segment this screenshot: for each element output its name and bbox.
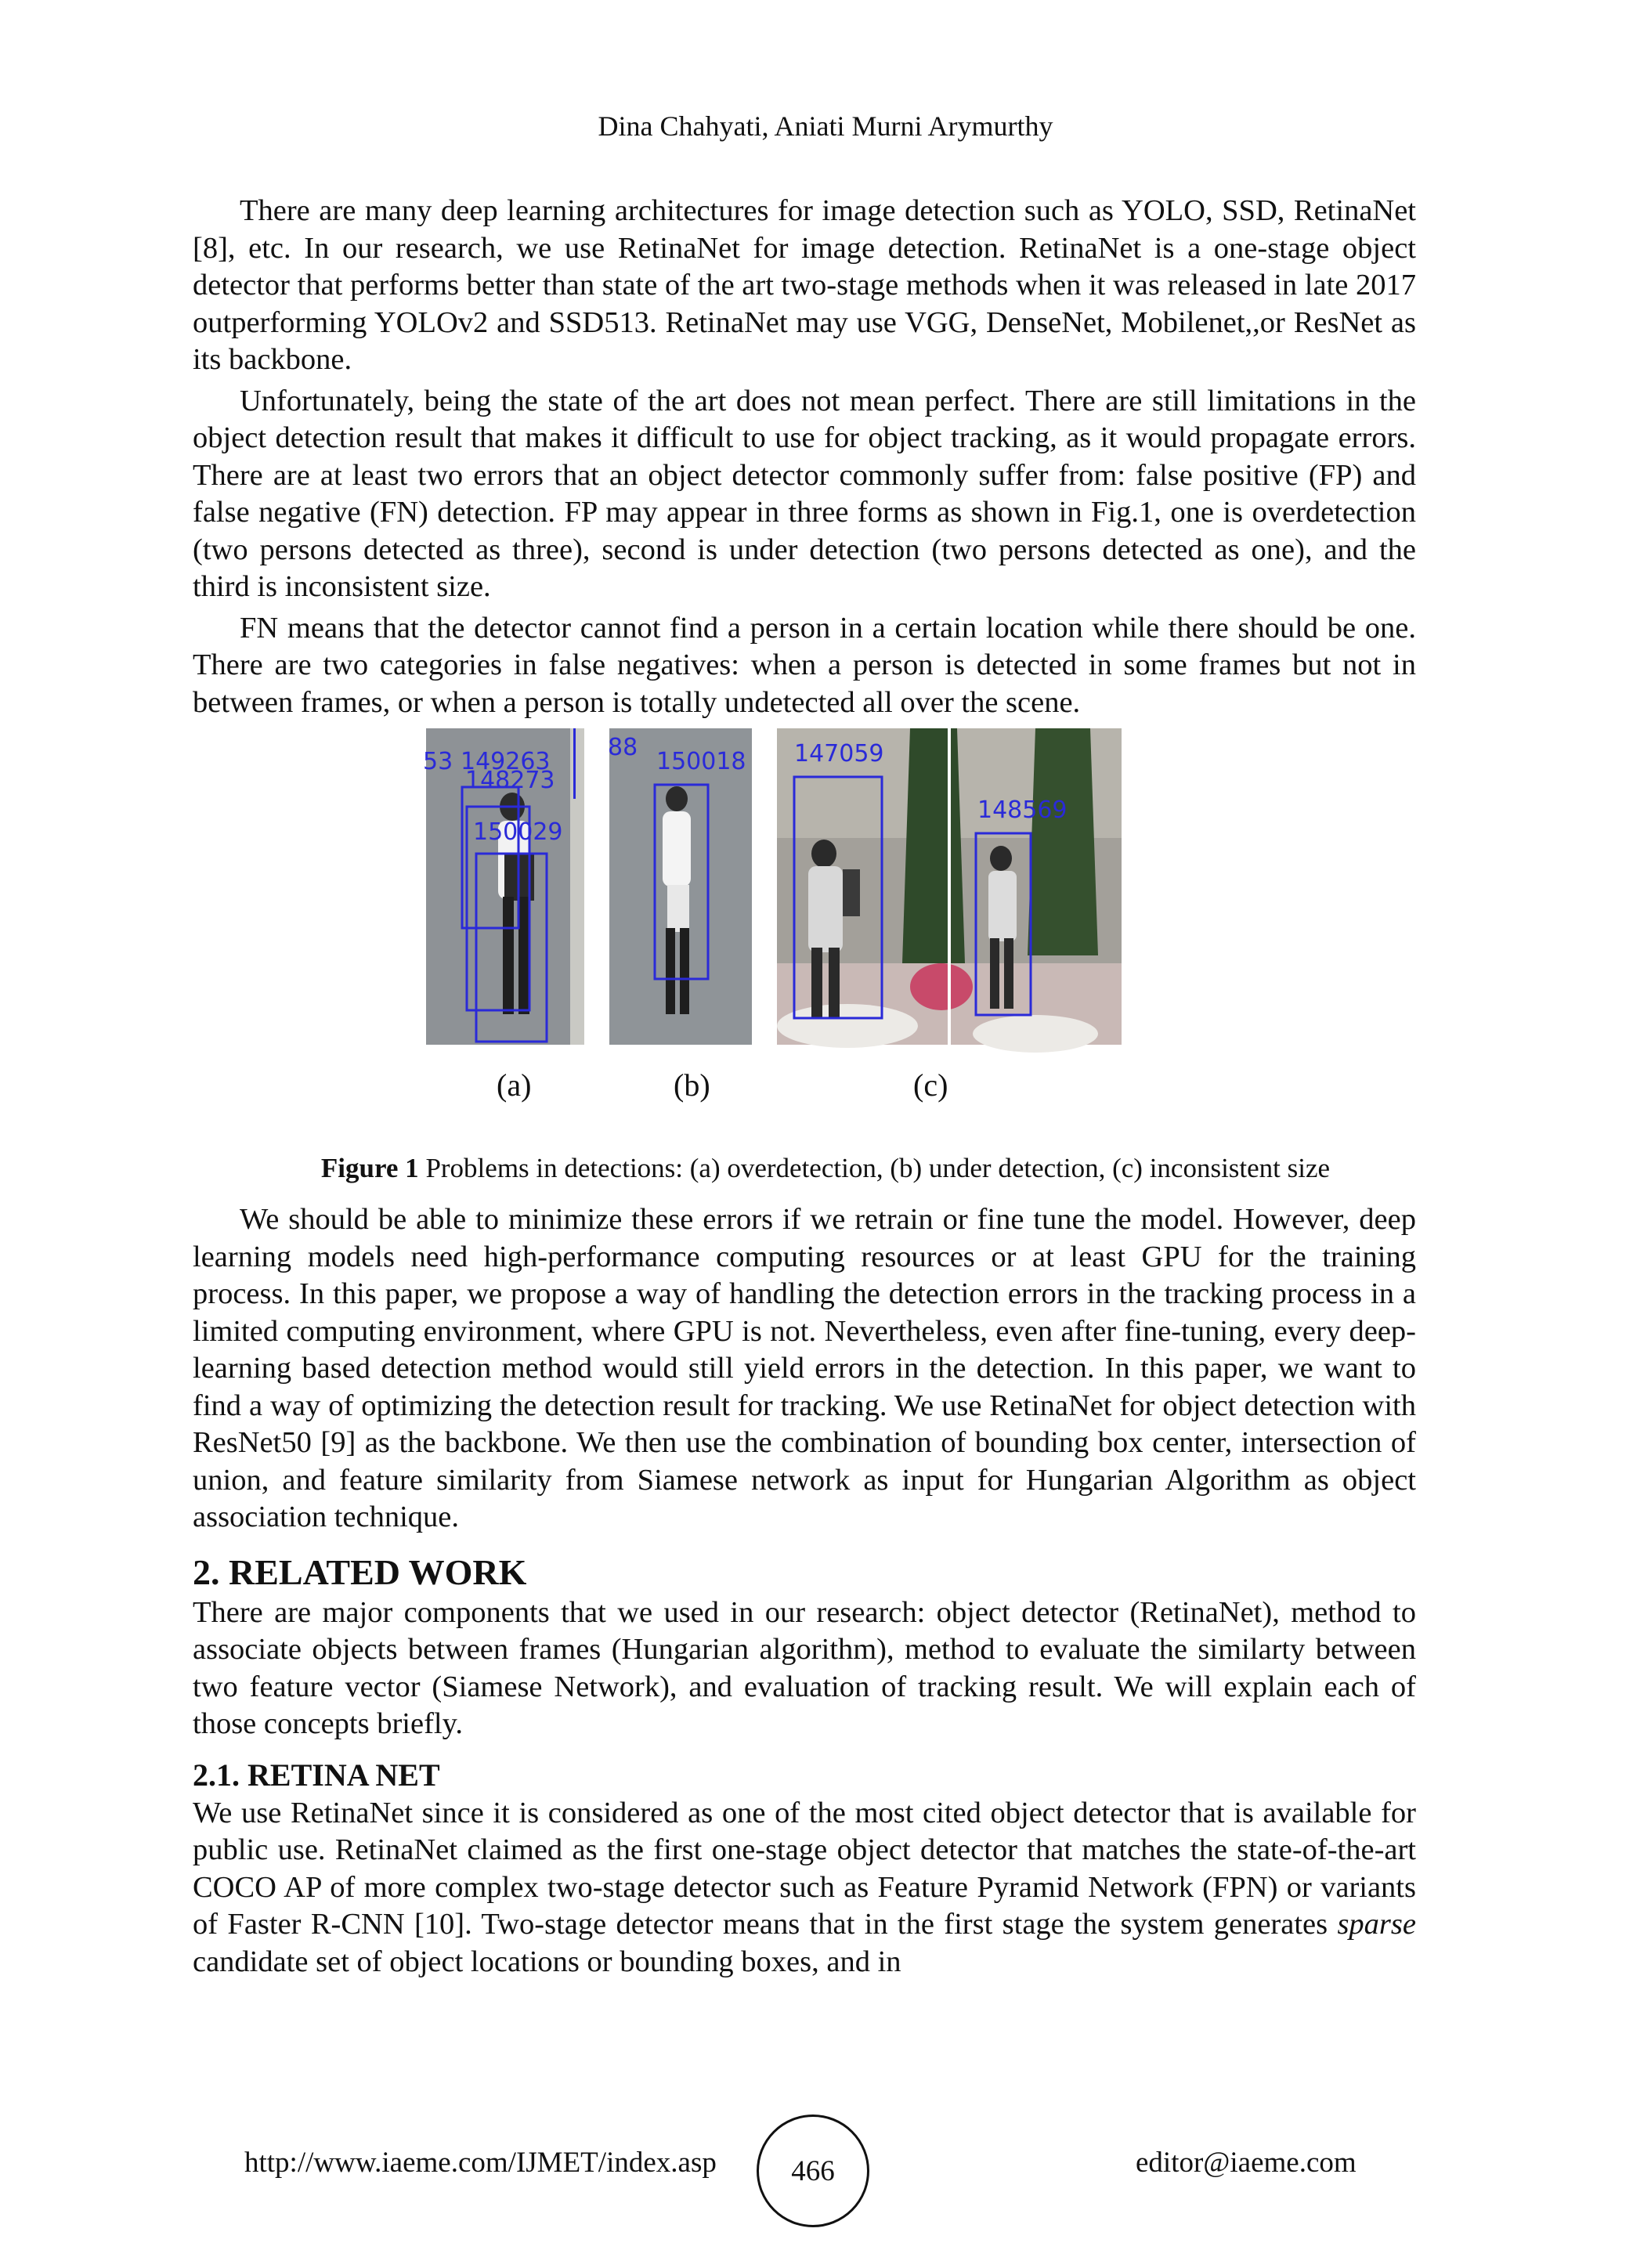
page-number: 466 [757,2115,869,2227]
figure-panel-b [609,728,752,1045]
section-heading-related-work: 2. RELATED WORK [193,1551,527,1592]
paragraph-components: There are major components that we used in our research: object detector (RetinaNet), method to associate objects between frames (Hungarian algorithm), method to evaluate the similarty between two feature vector (Siamese Network), and evaluation of tracking result. We will explain each of those concepts briefly. [193,1595,1416,1740]
paragraph-retinanet [193,1795,1416,1981]
footer-email[interactable]: editor@iaeme.com [1136,2147,1357,2179]
paragraph-retinanet-part1: We use RetinaNet since it is considered as one of the most cited object detector that is available for public use. RetinaNet claimed as the first one-stage object detector that matches the state-of-the-art COCO AP of more complex two-stage detector such as Feature Pyramid Network (FPN) or variants of Faster R-CNN [10]. Two-stage detector means that in the first stage the system generates [193,1796,1416,1941]
figure-sublabel-a: (a) [497,1067,532,1103]
track-id-b2: 150018 [656,748,746,775]
figure-sublabel-b: (b) [674,1067,710,1103]
paragraph-retrain: We should be able to minimize these errors if we retrain or fine tune the model. However, deep learning models need high-performance computing resources or at least GPU for the training process. In this paper, we propose a way of handling the detection errors in the tracking process in a limited computing environment, where GPU is not. Nevertheless, even after fine-tuning, every deep-learning based detection method would still yield errors in the detection. In this paper, we want to find a way of optimizing the detection result for tracking. We use RetinaNet for object detection with ResNet50 [9] as the backbone. We then use the combination of bounding box center, intersection of union, and feature similarity from Siamese network as input for Hungarian Algorithm as object association technique. [193,1203,1416,1533]
track-id-a2: 149263 [461,748,551,775]
track-id-c2: 148569 [977,796,1068,824]
track-id-a1: 53 [423,748,453,775]
figure-sublabel-c: (c) [913,1067,948,1103]
track-id-b1: 88 [608,734,638,761]
track-id-a3: 148273 [465,767,555,794]
intro-text-top [193,193,1416,721]
figure-caption [0,1153,1651,1184]
figure-panel-c [777,728,1122,1045]
subsection-heading-retinanet: 2.1. RETINA NET [193,1757,440,1793]
paragraph-limitations: Unfortunately, being the state of the art does not mean perfect. There are still limitations in the object detection result that makes it difficult to use for object tracking, as it would propagate errors. There are at least two errors that an object detector commonly suffer from: false positive (FP) and false negative (FN) detection. FP may appear in three forms as shown in Fig.1, one is overdetection (two persons detected as three), second is under detection (two persons detected as one), and the third is inconsistent size. [193,384,1416,603]
footer-url[interactable]: http://www.iaeme.com/IJMET/index.asp [244,2147,717,2179]
track-id-c1: 147059 [794,740,884,767]
figure-1 [423,728,1122,1045]
figure-caption-text: Problems in detections: (a) overdetection, (b) under detection, (c) inconsistent size [418,1153,1331,1183]
figure-caption-label: Figure 1 [320,1153,419,1183]
track-id-a4: 150029 [473,818,563,846]
paragraph-architectures: There are many deep learning architectures for image detection such as YOLO, SSD, RetinaNet [8], etc. In our research, we use RetinaNet for image detection. RetinaNet is a one-stage object detector that performs better than state of the art two-stage methods when it was released in late 2017 outperforming YOLOv2 and SSD513. RetinaNet may use VGG, DenseNet, Mobilenet,,or ResNet as its backbone. [193,194,1416,376]
paragraph-retinanet-emphasis: sparse [1337,1908,1416,1941]
figure-panel-a [423,728,584,1045]
page-footer [0,2115,1604,2208]
paragraph-false-negatives: FN means that the detector cannot find a person in a certain location while there should be one. There are two categories in false negatives: when a person is detected in some frames but not in between frames, or when a person is totally undetected all over the scene. [193,611,1416,719]
running-header: Dina Chahyati, Aniati Murni Arymurthy [598,110,1053,142]
paragraph-retinanet-part2: candidate set of object locations or bounding boxes, and in [193,1945,901,1978]
main-text [193,1201,1416,1981]
